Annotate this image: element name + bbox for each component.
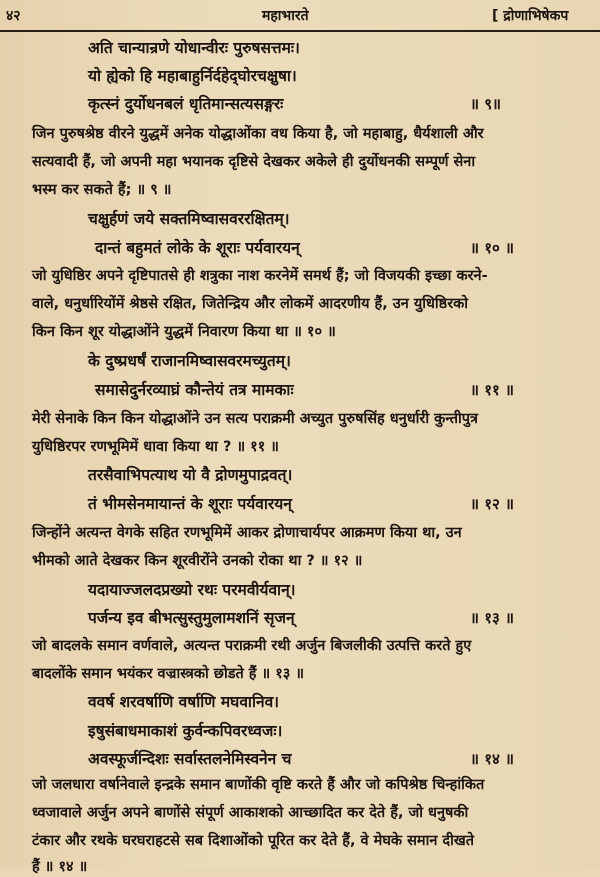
verse-number: ॥ १२ ॥ — [470, 495, 515, 513]
hindi-translation-line: सत्यवादी हैं, जो अपनी महा भयानक दृष्टिसे देखकर अकेले ही दुर्योधनकी सम्पूर्ण सेना — [32, 154, 476, 170]
page-number: ४२ — [6, 8, 21, 24]
sanskrit-verse-line: के दुष्प्रधर्षं राजानमिष्वासवरमच्युतम्। — [88, 352, 291, 370]
sanskrit-verse-line: अवस्फूर्जन्दिशः सर्वास्तलनेमिस्वनेन च — [88, 750, 292, 768]
verse-number: ॥ १० ॥ — [470, 239, 515, 257]
sanskrit-verse-line: समासेदुर्नरव्याघ्रं कौन्तेयं तत्र मामकाः — [95, 381, 294, 399]
hindi-translation-line: किन किन शूर योद्धाओंने युद्धमें निवारण किया था ॥ १० ॥ — [32, 324, 336, 340]
hindi-translation-line: युधिष्ठिरपर रणभूमिमें धावा किया था ? ॥ ११ ॥ — [32, 439, 279, 455]
hindi-translation-line: जो युधिष्ठिर अपने दृष्टिपातसे ही शत्रुका नाश करनेमें समर्थ हैं; जो विजयकी इच्छा करने- — [32, 268, 488, 284]
verse-number: ॥ १४ ॥ — [470, 750, 515, 768]
sanskrit-verse-line: चक्षुर्हणं जये सक्तमिष्वासवररक्षितम्। — [88, 210, 290, 228]
verse-number: ॥ ९॥ — [470, 95, 501, 113]
verse-number: ॥ ११ ॥ — [470, 381, 515, 399]
hindi-translation-line: जो जलधारा वर्षानेवाले इन्द्रके समान बाणोंकी वृष्टि करते हैं और जो कपिश्रेष्ठ चिन्हांकित — [32, 777, 485, 793]
hindi-translation-line: जिन पुरुषश्रेष्ठ वीरने युद्धमें अनेक योद्धाओंका वध किया है, जो महाबाहु, धैर्यशाली और — [32, 126, 484, 142]
sanskrit-verse-line: यो ह्येको हि महाबाहुर्निर्दहेद्‌घोरचक्षुषा। — [88, 67, 297, 85]
sanskrit-verse-line: दान्तं बहुमतं लोके के शूराः पर्यवारयन् — [95, 239, 300, 257]
hindi-translation-line: भीमको आते देखकर किन शूरवीरोंने उनको रोका था ? ॥ १२ ॥ — [32, 553, 363, 569]
hindi-translation-line: वाले, धनुर्धारियोंमें श्रेष्ठसे रक्षित, जितेन्द्रिय और लोकमें आदरणीय हैं, उन युधिष्ठिरको — [32, 296, 469, 312]
sanskrit-verse-line: तं भीमसेनमायान्तं के शूराः पर्यवारयन् — [88, 495, 292, 513]
hindi-translation-line: टंकार और रथके घरघराहटसे सब दिशाओंको पूरित कर देते हैं, वे मेघके समान दीखते — [32, 833, 474, 849]
sanskrit-verse-line: पर्जन्य इव बीभत्सुस्तुमुलामशनिं सृजन् — [88, 609, 295, 627]
hindi-translation-line: बादलोंके समान भयंकर वज्रास्त्रको छोडते हैं ॥ १३ ॥ — [32, 666, 305, 682]
hindi-translation-line: जो बादलके समान वर्णवाले, अत्यन्त पराक्रमी रथी अर्जुन बिजलीकी उत्पत्ति करते हुए — [32, 638, 472, 654]
section-title: [ द्रोणाभिषेकप — [492, 8, 569, 24]
sanskrit-verse-line: कृत्स्नं दुर्योधनबलं धृतिमान्सत्यसङ्गरः — [88, 95, 284, 113]
sanskrit-verse-line: यदायाज्जलदप्रख्यो रथः परमवीर्यवान्। — [88, 581, 296, 599]
verse-number: ॥ १३ ॥ — [470, 609, 515, 627]
hindi-translation-line: हैं ॥ १४ ॥ — [32, 859, 88, 875]
hindi-translation-line: भस्म कर सकते हैं; ॥ ९ ॥ — [32, 182, 172, 198]
running-title: महाभारते — [262, 8, 309, 24]
sanskrit-verse-line: अति चान्यान्रणे योधान्वीरः पुरुषसत्तमः। — [88, 39, 300, 57]
sanskrit-verse-line: तरसैवाभिपत्याथ यो वै द्रोणमुपाद्रवत्। — [88, 466, 293, 484]
sanskrit-verse-line: इषुसंबाधमाकाशं कुर्वन्कपिवरध्वजः। — [88, 722, 283, 740]
sanskrit-verse-line: ववर्ष शरवर्षाणि वर्षाणि मघवानिव। — [88, 693, 280, 711]
header-rule — [0, 30, 600, 32]
hindi-translation-line: जिन्होंने अत्यन्त वेगके सहित रणभूमिमें आकर द्रोणाचार्यपर आक्रमण किया था, उन — [32, 525, 462, 541]
hindi-translation-line: ध्वजावाले अर्जुन अपने बाणोंसे संपूर्ण आकाशको आच्छादित कर देते हैं, जो धनुषकी — [32, 805, 469, 821]
page-header — [0, 0, 600, 34]
hindi-translation-line: मेरी सेनाके किन किन योद्धाओंने उन सत्य पराक्रमी अच्युत पुरुषसिंह धनुर्धारी कुन्तीपुत्र — [32, 411, 478, 427]
